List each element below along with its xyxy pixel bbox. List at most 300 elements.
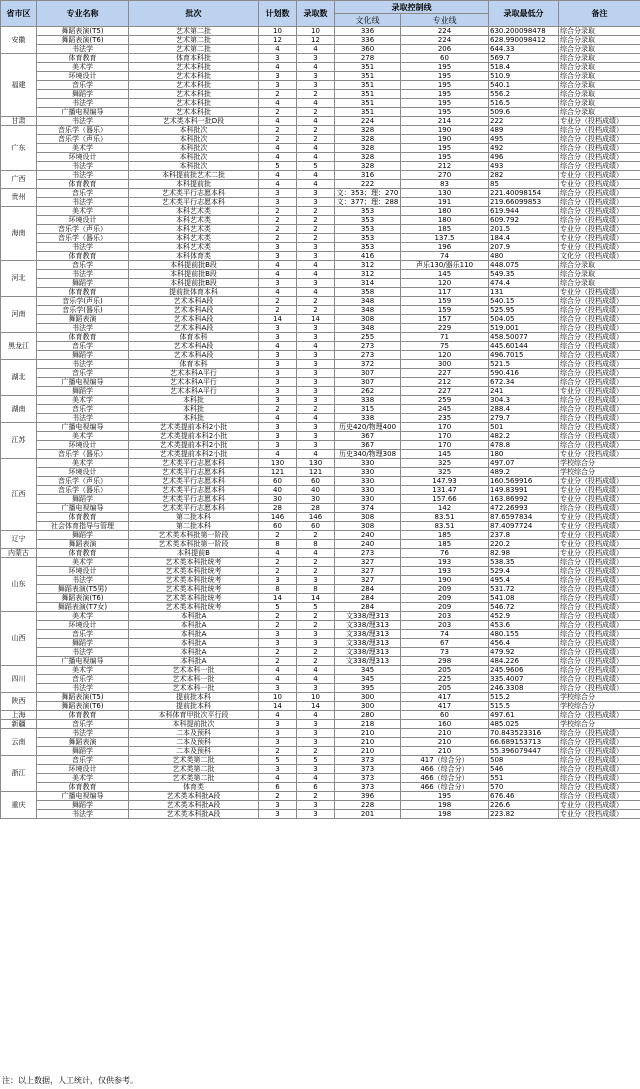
table-row [1,522,640,531]
major-cell: 美术学 [37,207,129,216]
remark-cell: 综合分（投档成绩） [559,396,640,405]
major-cell: 体育教育 [37,288,129,297]
header-batch: 批次 [129,1,259,27]
table-row [1,540,640,549]
major-cell: 音乐学 [37,189,129,198]
admit-cell: 3 [297,765,335,774]
table-row [1,738,640,747]
admit-cell: 2 [297,558,335,567]
remark-cell: 综合分（投档成绩） [559,639,640,648]
major-line-cell: 74 [401,252,489,261]
major-cell: 书法学 [37,414,129,423]
major-cell: 书法学 [37,162,129,171]
batch-cell: 艺术本科A平行 [129,369,259,378]
plan-cell: 4 [259,666,297,675]
major-line-cell: 270 [401,171,489,180]
culture-line-cell: 367 [335,441,401,450]
min-score-cell: 335.4007 [489,675,559,684]
major-cell: 美术学 [37,612,129,621]
major-cell: 广播电视编导 [37,423,129,432]
culture-line-cell: 330 [335,459,401,468]
culture-line-cell: 373 [335,774,401,783]
plan-cell: 10 [259,27,297,36]
remark-cell: 综合分（投档成绩） [559,423,640,432]
major-line-cell: 300 [401,360,489,369]
major-line-cell: 193 [401,558,489,567]
remark-cell: 文化分（投档成绩） [559,252,640,261]
plan-cell: 30 [259,495,297,504]
major-line-cell: 227 [401,387,489,396]
major-cell: 音乐学 [37,756,129,765]
plan-cell: 8 [259,540,297,549]
table-row [1,414,640,423]
admit-cell: 3 [297,639,335,648]
major-line-cell: 298 [401,657,489,666]
major-cell: 音乐学(器乐) [37,306,129,315]
header-min-score: 录取最低分 [489,1,559,27]
plan-cell: 2 [259,657,297,666]
culture-line-cell: 328 [335,153,401,162]
admit-cell: 2 [297,792,335,801]
admit-cell: 3 [297,441,335,450]
min-score-cell: 448.075 [489,261,559,270]
table-row [1,684,640,693]
table-row [1,54,640,63]
culture-line-cell: 338 [335,396,401,405]
table-row [1,774,640,783]
culture-line-cell: 338 [335,414,401,423]
min-score-cell: 609.792 [489,216,559,225]
major-line-cell: 417 [401,693,489,702]
major-line-cell: 195 [401,81,489,90]
culture-line-cell: 文338/理313 [335,612,401,621]
culture-line-cell: 210 [335,747,401,756]
batch-cell: 二本及预科 [129,729,259,738]
remark-cell: 综合分（投档成绩） [559,612,640,621]
min-score-cell: 501 [489,423,559,432]
min-score-cell: 546.72 [489,603,559,612]
admit-cell: 3 [297,396,335,405]
batch-cell: 本科批次 [129,162,259,171]
min-score-cell: 221.40098154 [489,189,559,198]
batch-cell: 本科艺术类 [129,243,259,252]
major-cell: 舞蹈学 [37,747,129,756]
batch-cell: 艺术类本科批统考 [129,594,259,603]
min-score-cell: 504.05 [489,315,559,324]
province-cell: 贵州 [1,189,37,207]
admit-cell: 4 [297,45,335,54]
major-cell: 舞蹈学 [37,387,129,396]
admit-cell: 10 [297,27,335,36]
table-row [1,756,640,765]
batch-cell: 艺术类提前本科2小批 [129,441,259,450]
table-row [1,369,640,378]
min-score-cell: 489 [489,126,559,135]
table-row [1,477,640,486]
major-line-cell: 180 [401,216,489,225]
admit-cell: 3 [297,279,335,288]
min-score-cell: 149.83991 [489,486,559,495]
header-row [1,1,640,14]
min-score-cell: 207.9 [489,243,559,252]
admit-cell: 28 [297,504,335,513]
batch-cell: 本科批A [129,630,259,639]
major-line-cell: 145 [401,450,489,459]
admit-cell: 2 [297,297,335,306]
major-cell: 舞蹈表演(T5) [37,27,129,36]
admit-cell: 2 [297,531,335,540]
batch-cell: 艺术本科A段 [129,315,259,324]
plan-cell: 2 [259,747,297,756]
min-score-cell: 515.5 [489,702,559,711]
table-row [1,405,640,414]
major-cell: 环境设计 [37,216,129,225]
min-score-cell: 472.26993 [489,504,559,513]
admit-cell: 3 [297,630,335,639]
table-row [1,180,640,189]
major-line-cell: 325 [401,459,489,468]
batch-cell: 艺术类本科批统考 [129,603,259,612]
admit-cell: 60 [297,477,335,486]
min-score-cell: 515.2 [489,693,559,702]
culture-line-cell: 327 [335,567,401,576]
remark-cell: 综合分（投档成绩） [559,576,640,585]
min-score-cell: 222 [489,117,559,126]
plan-cell: 121 [259,468,297,477]
culture-line-cell: 228 [335,801,401,810]
batch-cell: 艺术类第二批 [129,774,259,783]
batch-cell: 艺术类平行志愿本科 [129,495,259,504]
major-line-cell: 120 [401,279,489,288]
remark-cell: 综合分（投档成绩） [559,198,640,207]
min-score-cell: 55.396079447 [489,747,559,756]
major-cell: 书法学 [37,171,129,180]
major-cell: 体育教育 [37,252,129,261]
remark-cell: 综合分（投档成绩） [559,405,640,414]
table-row [1,198,640,207]
remark-cell: 综合分（投档成绩） [559,558,640,567]
culture-line-cell: 360 [335,45,401,54]
admit-cell: 3 [297,720,335,729]
major-line-cell: 209 [401,585,489,594]
min-score-cell: 246.3308 [489,684,559,693]
culture-line-cell: 330 [335,495,401,504]
remark-cell: 综合分（投档成绩） [559,765,640,774]
table-row [1,558,640,567]
major-cell: 音乐学(声乐) [37,297,129,306]
province-cell: 山西 [1,612,37,666]
batch-cell: 本科艺术类 [129,207,259,216]
remark-cell: 综合分（投档成绩） [559,666,640,675]
major-cell: 书法学 [37,270,129,279]
admit-cell: 14 [297,702,335,711]
culture-line-cell: 316 [335,171,401,180]
culture-line-cell: 308 [335,522,401,531]
min-score-cell: 540.15 [489,297,559,306]
remark-cell: 综合分（投档成绩） [559,756,640,765]
admit-cell: 3 [297,72,335,81]
table-row [1,108,640,117]
remark-cell: 综合分（投档成绩） [559,162,640,171]
batch-cell: 提前批本科 [129,702,259,711]
culture-line-cell: 308 [335,315,401,324]
major-cell: 音乐学（器乐） [37,234,129,243]
province-cell: 河南 [1,297,37,333]
batch-cell: 艺术本科A平行 [129,387,259,396]
admit-cell: 3 [297,369,335,378]
admit-cell: 3 [297,387,335,396]
min-score-cell: 482.2 [489,432,559,441]
admit-cell: 2 [297,108,335,117]
major-cell: 舞蹈学 [37,531,129,540]
province-cell: 四川 [1,666,37,693]
major-line-cell: 117 [401,288,489,297]
batch-cell: 本科批A [129,639,259,648]
remark-cell: 综合分（投档成绩） [559,567,640,576]
major-cell: 音乐学 [37,342,129,351]
culture-line-cell: 224 [335,117,401,126]
major-cell: 舞蹈表演(T5) [37,693,129,702]
table-row [1,288,640,297]
major-line-cell: 259 [401,396,489,405]
major-line-cell: 212 [401,162,489,171]
min-score-cell: 87.4097724 [489,522,559,531]
batch-cell: 艺术类本科批A段 [129,801,259,810]
culture-line-cell: 336 [335,36,401,45]
batch-cell: 艺术本科A段 [129,306,259,315]
remark-cell: 学校综合分 [559,459,640,468]
major-line-cell: 195 [401,72,489,81]
plan-cell: 4 [259,99,297,108]
admit-cell: 3 [297,801,335,810]
admit-cell: 4 [297,675,335,684]
plan-cell: 3 [259,54,297,63]
admit-cell: 3 [297,576,335,585]
major-cell: 体育教育 [37,180,129,189]
plan-cell: 4 [259,549,297,558]
major-line-cell: 60 [401,711,489,720]
admit-cell: 2 [297,306,335,315]
remark-cell: 专业分（投档成绩） [559,180,640,189]
major-line-cell: 212 [401,378,489,387]
culture-line-cell: 222 [335,180,401,189]
batch-cell: 体育本科批 [129,54,259,63]
table-row [1,153,640,162]
min-score-cell: 570 [489,783,559,792]
table-row [1,486,640,495]
admit-cell: 14 [297,594,335,603]
admit-cell: 2 [297,216,335,225]
table-row [1,504,640,513]
admit-cell: 5 [297,162,335,171]
remark-cell: 综合分（投档成绩） [559,684,640,693]
major-line-cell: 190 [401,135,489,144]
batch-cell: 本科提前批B段 [129,261,259,270]
batch-cell: 艺术本科一批 [129,675,259,684]
batch-cell: 第二批本科 [129,513,259,522]
major-cell: 舞蹈表演(T7女) [37,603,129,612]
batch-cell: 本科批A [129,648,259,657]
culture-line-cell: 315 [335,405,401,414]
admit-cell: 4 [297,261,335,270]
major-line-cell: 209 [401,603,489,612]
admit-cell: 40 [297,486,335,495]
admit-cell: 4 [297,144,335,153]
batch-cell: 本科批次 [129,135,259,144]
min-score-cell: 556.2 [489,90,559,99]
batch-cell: 艺术类平行志愿本科 [129,504,259,513]
major-cell: 美术学 [37,432,129,441]
remark-cell: 综合分（投档成绩） [559,153,640,162]
culture-line-cell: 351 [335,72,401,81]
min-score-cell: 508 [489,756,559,765]
remark-cell: 专业分（投档成绩） [559,243,640,252]
min-score-cell: 458.50077 [489,333,559,342]
major-line-cell: 195 [401,63,489,72]
culture-line-cell: 416 [335,252,401,261]
plan-cell: 3 [259,387,297,396]
batch-cell: 艺术第二批 [129,27,259,36]
major-line-cell: 74 [401,630,489,639]
plan-cell: 60 [259,522,297,531]
admit-cell: 2 [297,135,335,144]
remark-cell: 专业分（投档成绩） [559,450,640,459]
table-row [1,90,640,99]
min-score-cell: 538.35 [489,558,559,567]
province-cell: 江西 [1,459,37,531]
batch-cell: 艺术本科A段 [129,297,259,306]
major-line-cell: 466（综合分） [401,765,489,774]
min-score-cell: 495.4 [489,576,559,585]
province-cell: 山东 [1,558,37,612]
table-row [1,135,640,144]
plan-cell: 2 [259,108,297,117]
min-score-cell: 479.92 [489,648,559,657]
province-cell: 湖南 [1,396,37,423]
culture-line-cell: 336 [335,27,401,36]
major-line-cell: 185 [401,540,489,549]
major-line-cell: 147.93 [401,477,489,486]
table-row [1,468,640,477]
table-row [1,531,640,540]
table-row [1,585,640,594]
remark-cell: 综合分录取 [559,36,640,45]
major-line-cell: 83.51 [401,513,489,522]
culture-line-cell: 312 [335,270,401,279]
major-cell: 舞蹈学 [37,495,129,504]
major-cell: 舞蹈学 [37,639,129,648]
culture-line-cell: 328 [335,144,401,153]
plan-cell: 2 [259,126,297,135]
header-admit: 录取数 [297,1,335,27]
admit-cell: 3 [297,729,335,738]
plan-cell: 8 [259,585,297,594]
major-cell: 书法学 [37,45,129,54]
remark-cell: 综合分（投档成绩） [559,585,640,594]
major-cell: 体育教育 [37,711,129,720]
remark-cell: 综合分（投档成绩） [559,432,640,441]
batch-cell: 艺术类本科批统考 [129,567,259,576]
major-line-cell: 198 [401,801,489,810]
remark-cell: 综合分（投档成绩） [559,441,640,450]
table-row [1,801,640,810]
province-cell: 内蒙古 [1,549,37,558]
remark-cell: 综合分（投档成绩） [559,648,640,657]
major-line-cell: 224 [401,27,489,36]
plan-cell: 3 [259,639,297,648]
culture-line-cell: 348 [335,324,401,333]
major-line-cell: 159 [401,297,489,306]
plan-cell: 3 [259,720,297,729]
batch-cell: 提前批本科 [129,693,259,702]
min-score-cell: 540.1 [489,81,559,90]
province-cell: 湖北 [1,360,37,396]
major-cell: 广播电视编导 [37,378,129,387]
batch-cell: 艺术类平行志愿本科 [129,486,259,495]
plan-cell: 3 [259,738,297,747]
table-row [1,207,640,216]
plan-cell: 4 [259,342,297,351]
batch-cell: 艺术类本科批A段 [129,810,259,819]
table-row [1,189,640,198]
major-cell: 美术学 [37,558,129,567]
culture-line-cell: 330 [335,468,401,477]
batch-cell: 本科批A [129,621,259,630]
admit-cell: 4 [297,171,335,180]
table-row [1,459,640,468]
batch-cell: 艺术本科一批 [129,666,259,675]
admit-cell: 3 [297,324,335,333]
plan-cell: 3 [259,333,297,342]
admit-cell: 3 [297,810,335,819]
min-score-cell: 492 [489,144,559,153]
plan-cell: 2 [259,567,297,576]
major-cell: 舞蹈学 [37,279,129,288]
major-line-cell: 137.5 [401,234,489,243]
major-cell: 社会体育指导与管理 [37,522,129,531]
plan-cell: 2 [259,216,297,225]
batch-cell: 二本及预科 [129,738,259,747]
batch-cell: 艺术类提前本科2小批 [129,450,259,459]
culture-line-cell: 273 [335,549,401,558]
admit-cell: 2 [297,90,335,99]
remark-cell: 学校综合分 [559,693,640,702]
major-cell: 环境设计 [37,621,129,630]
table-row [1,216,640,225]
batch-cell: 艺术类提前本科2小批 [129,423,259,432]
table-row [1,702,640,711]
table-row [1,783,640,792]
batch-cell: 本科提前批艺术二批 [129,171,259,180]
province-cell: 河北 [1,261,37,297]
min-score-cell: 85 [489,180,559,189]
culture-line-cell: 351 [335,99,401,108]
major-line-cell: 203 [401,612,489,621]
province-cell: 广东 [1,126,37,171]
min-score-cell: 245.9606 [489,666,559,675]
plan-cell: 4 [259,180,297,189]
admit-cell: 3 [297,684,335,693]
table-row [1,396,640,405]
plan-cell: 5 [259,756,297,765]
min-score-cell: 549.35 [489,270,559,279]
header-major-line: 专业线 [401,14,489,27]
table-row [1,36,640,45]
culture-line-cell: 351 [335,63,401,72]
table-row [1,63,640,72]
header-major: 专业名称 [37,1,129,27]
culture-line-cell: 文：377；理：288 [335,198,401,207]
